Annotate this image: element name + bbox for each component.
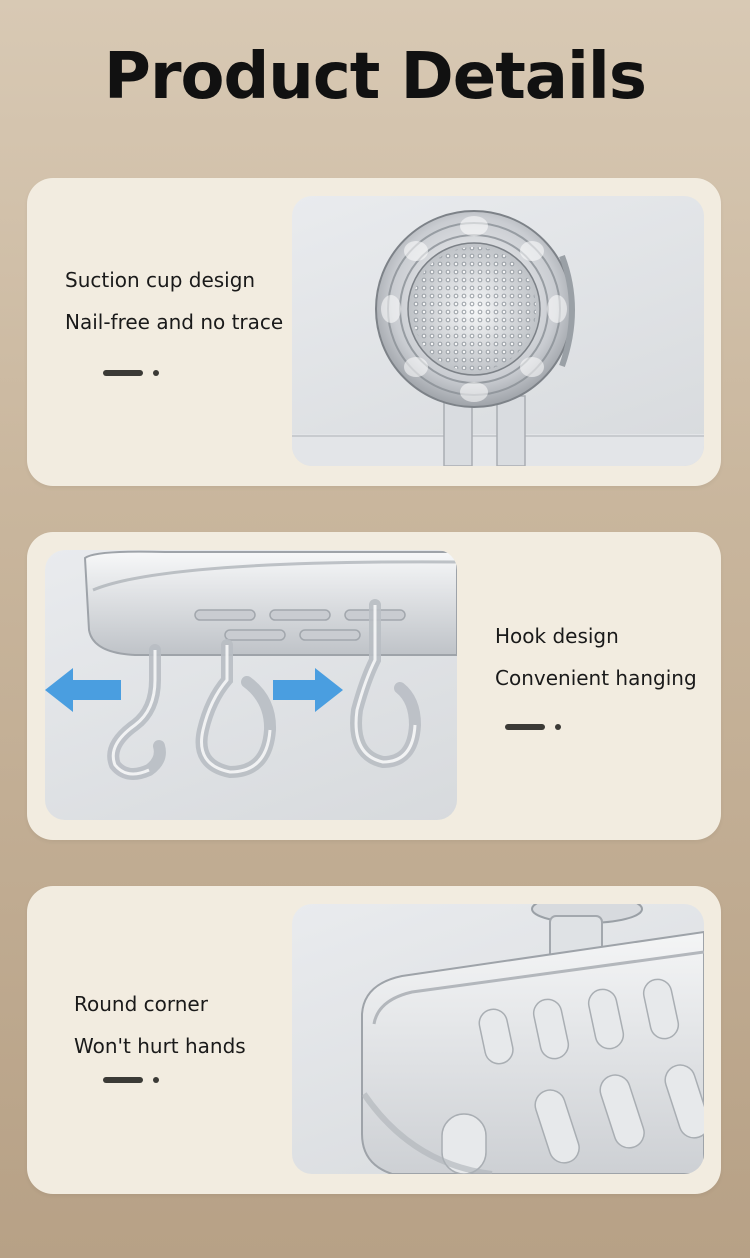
- arrow-right-icon: [273, 668, 343, 712]
- feature-title: Round corner: [74, 992, 208, 1016]
- rounded-corner-shelf-photo: [292, 904, 704, 1174]
- feature-subtitle: Nail-free and no trace: [65, 310, 284, 334]
- feature-title: Hook design: [495, 624, 619, 648]
- feature-subtitle: Convenient hanging: [495, 666, 697, 690]
- feature-card-hooks: [27, 532, 721, 840]
- suction-cup-photo: [292, 196, 704, 466]
- feature-card-suction: [27, 178, 721, 486]
- arrow-left-icon: [45, 668, 121, 712]
- feature-text: [65, 258, 283, 344]
- feature-text: [495, 614, 697, 700]
- hooks-photo: [45, 550, 457, 820]
- page-title: Product Details: [104, 40, 646, 114]
- feature-card-round-corner: [27, 886, 721, 1194]
- feature-subtitle: Won't hurt hands: [74, 1034, 246, 1058]
- feature-title: Suction cup design: [65, 268, 256, 292]
- feature-text: [74, 982, 246, 1068]
